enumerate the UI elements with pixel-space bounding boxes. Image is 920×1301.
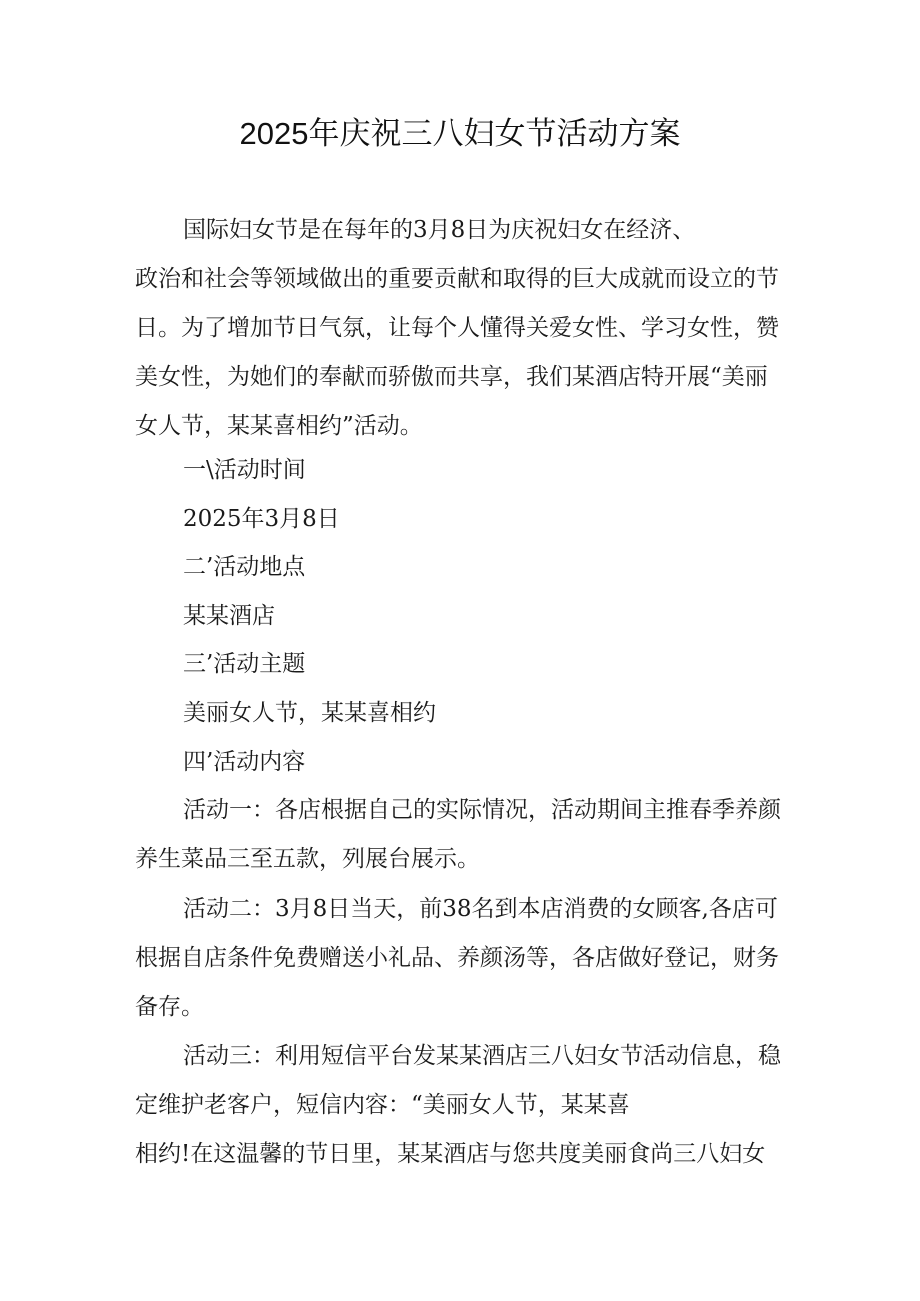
activity-three-line: 定维护老客户，短信内容：“美丽女人节，某某喜: [135, 1092, 630, 1118]
document-title: 2025年庆祝三八妇女节活动方案: [239, 116, 681, 151]
section-heading-time: 一\活动时间: [183, 457, 306, 483]
section-value-theme: 美丽女人节，某某喜相约: [183, 700, 436, 726]
section-value-time: 2025年3月8日: [183, 506, 340, 532]
activity-three-line: 活动三：利用短信平台发某某酒店三八妇女节活动信息，稳: [183, 1043, 781, 1069]
section-heading-theme: 三’活动主题: [183, 651, 306, 677]
paragraph-line: 日。为了增加节日气氛，让每个人懂得关爱女性、学习女性，赞: [135, 315, 779, 341]
activity-three-line: 相约!在这温馨的节日里，某某酒店与您共度美丽食尚三八妇女: [135, 1141, 766, 1167]
section-heading-location: 二’活动地点: [183, 554, 306, 580]
activity-one-line: 养生菜品三至五款，列展台展示。: [135, 846, 480, 872]
activity-two-line: 根据自店条件免费赠送小礼品、养颜汤等，各店做好登记，财务: [135, 945, 779, 971]
section-heading-content: 四’活动内容: [183, 749, 306, 775]
activity-one-line: 活动一：各店根据自己的实际情况，活动期间主推春季养颜: [183, 797, 781, 823]
activity-two-line: 备存。: [135, 994, 204, 1020]
paragraph-line: 女人节，某某喜相约”活动。: [135, 413, 423, 439]
paragraph-line: 政治和社会等领域做出的重要贡献和取得的巨大成就而设立的节: [135, 266, 779, 292]
activity-two-line: 活动二：3月8日当天，前38名到本店消费的女顾客,各店可: [183, 896, 778, 922]
paragraph-line: 国际妇女节是在每年的3月8日为庆祝妇女在经济、: [183, 217, 696, 243]
section-value-location: 某某酒店: [183, 603, 275, 629]
paragraph-line: 美女性，为她们的奉献而骄傲而共享，我们某酒店特开展“美丽: [135, 364, 768, 390]
